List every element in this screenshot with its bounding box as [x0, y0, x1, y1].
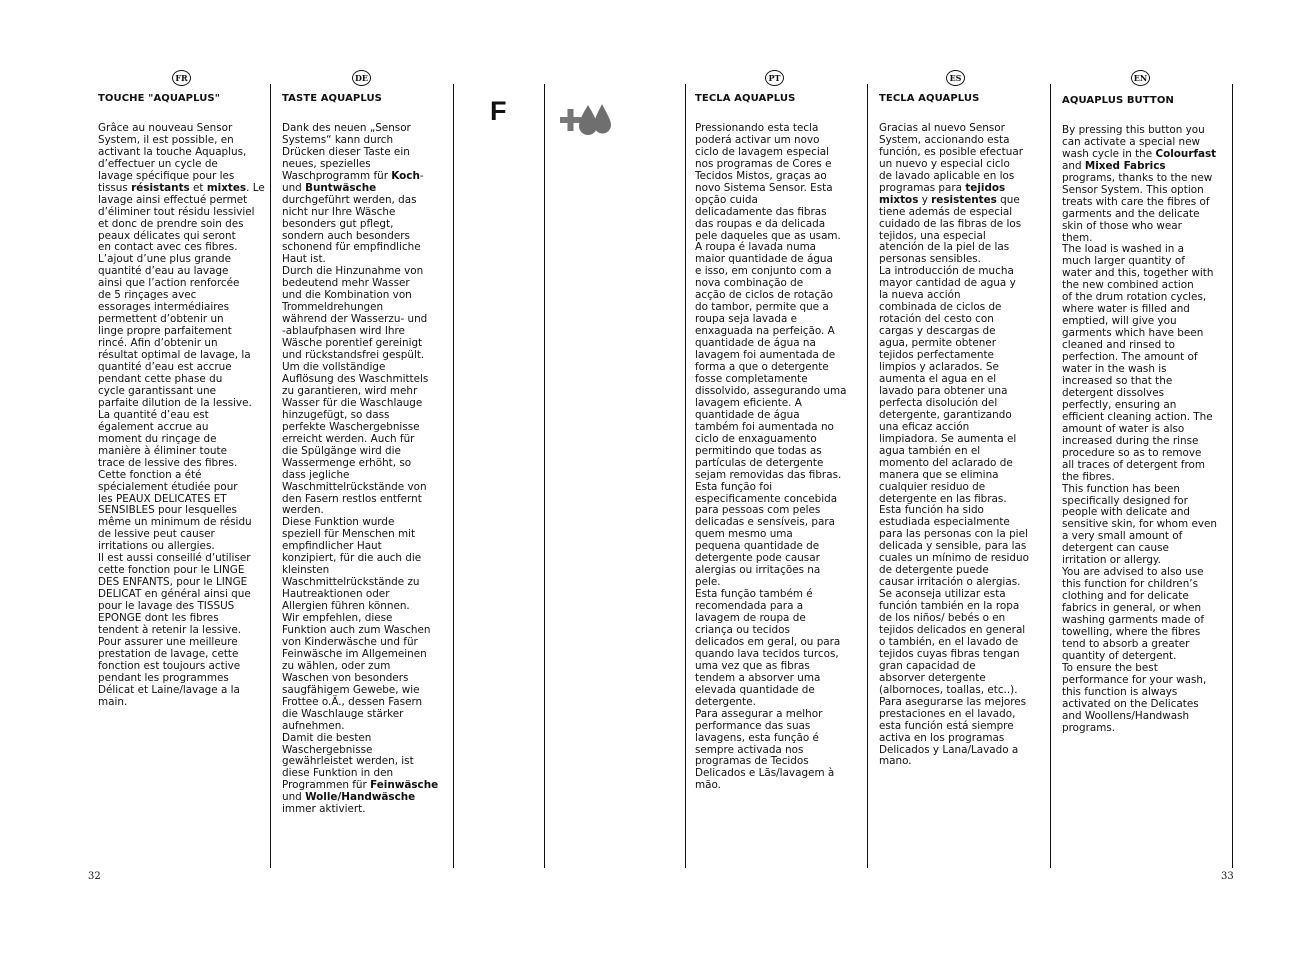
page-number-right: 33 — [1221, 871, 1234, 882]
section-letter: F — [490, 96, 507, 126]
column-divider — [453, 84, 454, 868]
section-title: TECLA AQUAPLUS — [879, 93, 980, 104]
section-title: TASTE AQUAPLUS — [282, 93, 382, 104]
column-divider — [1050, 84, 1051, 868]
column-de — [282, 93, 450, 816]
body-text: Grâce au nouveau Sensor System, il est possible, en activant la touche Aquaplus, d’effectuer un cycle de lavage spécifique pour les tissus résistants et mixtes. Le lavage ainsi effectué permet d’éliminer tout résidu lessiviel et donc de prendre soin des peaux délicates qui seront en contact avec ces fibres. L’ajout d’une plus grande quantité d’eau au lavage ainsi que l’action renforcée de 5 rinçages avec essorages intermédiaires permettent d’obtenir un linge propre parfaitement rincé. Afin d’obtenir un résultat optimal de lavage, la quantité d’eau est accrue pendant cette phase du cycle garantissant une parfaite dilution de la lessive. La quantité d’eau est également accrue au moment du rinçage de manière à éliminer toute trace de lessive des fibres. Cette fonction a été spécialement étudiée pour les PEAUX DELICATES ET SENSIBLES pour lesquelles même un minimum de résidu de lessive peut causer irritations ou allergies. Il est aussi conseillé d’utiliser cette fonction pour le LINGE DES ENFANTS, pour le LINGE DELICAT en général ainsi que pour le lavage des TISSUS EPONGE dont les fibres tendent à retenir la lessive. Pour assurer une meilleure prestation de lavage, cette fonction est toujours active pendant les programmes Délicat et Laine/lavage a la main. — [98, 121, 265, 708]
body-text: Dank des neuen „Sensor Systems“ kann durch Drücken dieser Taste ein neues, spezielles Waschprogramm für Koch- und Buntwäsche durchgeführt werden, das nicht nur Ihre Wäsche besonders gut pflegt, sondern auch besonders schonend für empfindliche Haut ist. Durch die Hinzunahme von bedeutend mehr Wasser und die Kombination von Trommeldrehungen während der Wasserzu- und -ablaufphasen wird Ihre Wäsche porentief gereinigt und rückstandsfrei gespült. Um die vollständige Auflösung des Waschmittels zu garantieren, wird mehr Wasser für die Waschlauge hinzugefügt, so dass perfekte Waschergebnisse erreicht werden. Auch für die Spülgänge wird die Wassermenge erhöht, so dass jegliche Waschmittelrückstände von den Fasern restlos entfernt werden. Diese Funktion wurde speziell für Menschen mit empfindlicher Haut konzipiert, für die auch die kleinsten Waschmittelrückstände zu Hautreaktionen oder Allergien führen können. Wir empfehlen, diese Funktion auch zum Waschen von Kinderwäsche und für Feinwäsche im Allgemeinen zu wählen, oder zum Waschen von besonders saugfähigem Gewebe, wie Frottee o.Ä., dessen Fasern die Waschlauge stärker aufnehmen. Damit die besten Waschergebnisse gewährleistet werden, ist diese Funktion in den Programmen für Feinwäsche und Wolle/Handwäsche immer aktiviert. — [282, 121, 439, 816]
aquaplus-icon — [558, 103, 614, 141]
section-title: TOUCHE "AQUAPLUS" — [98, 93, 221, 104]
section-title: TECLA AQUAPLUS — [695, 93, 796, 104]
body-text: Gracias al nuevo Sensor System, accionando esta función, es posible efectuar un nuevo y especial ciclo de lavado aplicable en los programas para tejidos mixtos y resistentes que tiene además de especial cuidado de las fibras de los tejidos, una especial atención de la piel de las personas sensibles. La introducción de mucha mayor cantidad de agua y la nueva acción combinada de ciclos de rotación del cesto con cargas y descargas de agua, permite obtener tejidos perfectamente limpios y aclarados. Se aumenta el agua en el lavado para obtener una perfecta disolución del detergente, garantizando una eficaz acción limpiadora. Se aumenta el agua también en el momento del aclarado de manera que se elimina cualquier residuo de detergente en las fibras. Esta función ha sido estudiada especialmente para las personas con la piel delicada y sensible, para las cuales un mínimo de residuo de detergente puede causar irritación o alergias. Se aconseja utilizar esta función también en la ropa de los niños/ bebés o en tejidos delicados en general o también, en el lavado de tejidos cuyas fibras tengan gran capacidad de absorver detergente (albornoces, toallas, etc..). Para asegurarse las mejores prestaciones en el lavado, esta función está siempre activa en los programas Delicados y Lana/Lavado a mano. — [879, 121, 1029, 768]
column-fr — [98, 93, 268, 709]
column-divider — [685, 84, 686, 868]
column-pt — [695, 93, 865, 792]
flag-es: ES — [946, 70, 965, 86]
flag-de: DE — [352, 70, 371, 86]
column-divider — [867, 84, 868, 868]
column-en — [1062, 95, 1230, 735]
page-number-left: 32 — [88, 871, 101, 882]
column-es — [879, 93, 1049, 768]
flag-fr: FR — [172, 70, 191, 86]
body-text: By pressing this button you can activate a special new wash cycle in the Colourfast and Mixed Fabrics programs, thanks to the new Sensor System. This option treats with care the fibres of garments and the delicate skin of those who wear them. The load is washed in a much larger quantity of water and this, together with the new combined action of the drum rotation cycles, where water is filled and emptied, will give you garments which have been cleaned and rinsed to perfection. The amount of water in the wash is increased so that the detergent dissolves perfectly, ensuring an efficient cleaning action. The amount of water is also increased during the rinse procedure so as to remove all traces of detergent from the fibres. This function has been specifically designed for people with delicate and sensitive skin, for whom even a very small amount of detergent can cause irritation or allergy. You are advised to also use this function for children’s clothing and for delicate fabrics in general, or when washing garments made of towelling, where the fibres tend to absorb a greater quantity of detergent. To ensure the best performance for your wash, this function is always activated on the Delicates and Woollens/Handwash programs. — [1062, 123, 1217, 734]
section-title: AQUAPLUS BUTTON — [1062, 95, 1174, 106]
flag-pt: PT — [765, 70, 784, 86]
body-text: Pressionando esta tecla poderá activar um novo ciclo de lavagem especial nos programas de Cores e Tecidos Mistos, graças ao novo Sistema Sensor. Esta opção cuida delicadamente das fibras das roupas e da delicada pele daqueles que as usam. A roupa é lavada numa maior quantidade de água e isso, em conjunto com a nova combinação de acção de ciclos de rotação do tambor, permite que a roupa seja lavada e enxaguada na perfeição. A quantidade de água na lavagem foi aumentada de forma a que o detergente fosse completamente dissolvido, assegurando uma lavagem eficiente. A quantidade de água também foi aumentada no ciclo de enxaguamento permitindo que todas as partículas de detergente sejam removidas das fibras. Esta função foi especificamente concebida para pessoas com peles delicadas e sensíveis, para quem mesmo uma pequena quantidade de detergente pode causar alergias ou irritações na pele. Esta função também é recomendada para a lavagem de roupa de criança ou tecidos delicados em geral, ou para quando lava tecidos turcos, uma vez que as fibras tendem a absorver uma elevada quantidade de detergente. Para assegurar a melhor performance das suas lavagens, esta função é sempre activada nos programas de Tecidos Delicados e Lãs/lavagem à mão. — [695, 121, 847, 792]
flag-en: EN — [1131, 70, 1150, 86]
column-divider — [270, 84, 271, 868]
column-divider — [1232, 84, 1233, 868]
column-divider — [544, 84, 545, 868]
